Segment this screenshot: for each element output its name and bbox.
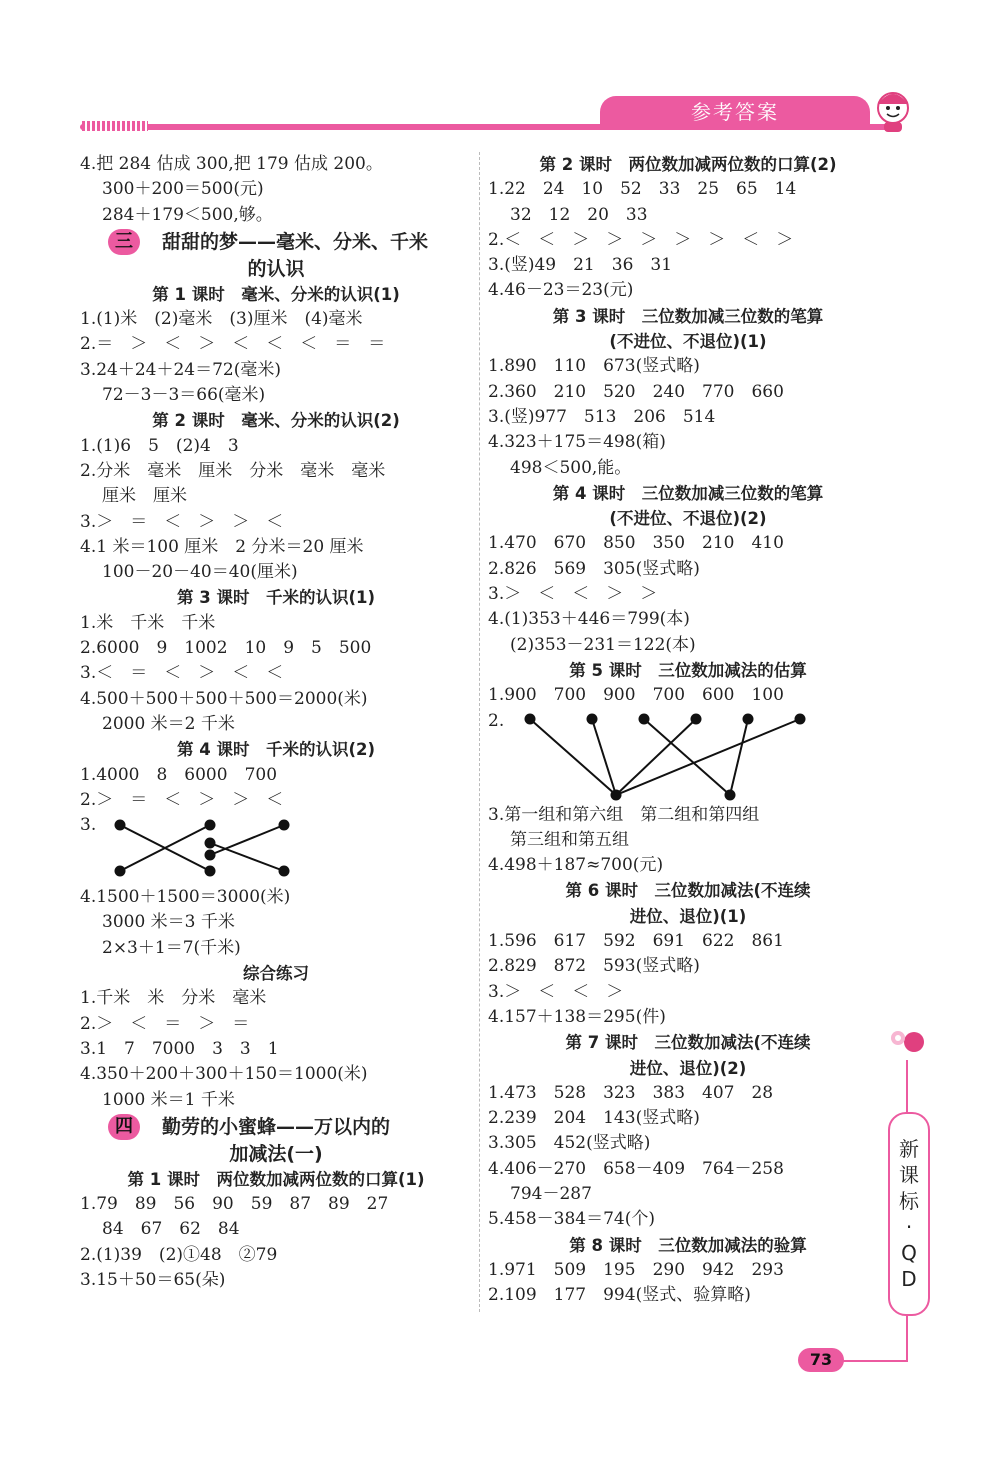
answer-line: 4.406－270 658－409 764－258	[488, 1158, 784, 1179]
match-dot	[279, 866, 290, 877]
lesson-heading: 进位、退位)(2)	[629, 1058, 747, 1078]
match-line	[210, 843, 284, 871]
match-dot	[205, 838, 216, 849]
match-dot	[691, 713, 702, 724]
unit-heading	[80, 1113, 472, 1141]
answer-line: 284＋179＜500,够。	[102, 204, 273, 225]
unit-heading-cont: 加减法(一)	[229, 1142, 323, 1165]
header-title: 参考答案	[600, 96, 870, 128]
answer-label: 2.	[488, 710, 505, 731]
answer-line: 2.＜ ＜ ＞ ＞ ＞ ＞ ＞ ＜ ＞	[488, 229, 794, 250]
answer-line: 4.46－23＝23(元)	[488, 280, 634, 301]
answer-line: 1.千米 米 分米 毫米	[80, 988, 267, 1009]
flower-icon	[884, 1024, 928, 1058]
answer-line: 第三组和第五组	[510, 829, 629, 850]
left-column	[80, 152, 472, 1293]
answer-line: 2.826 569 305(竖式略)	[488, 558, 700, 579]
unit-badge: 四	[108, 1114, 140, 1140]
match-dot	[525, 713, 536, 724]
lesson-heading: 第 3 课时 三位数加减三位数的笔算	[552, 306, 824, 326]
answer-line: 厘米 厘米	[102, 486, 187, 507]
answer-line: 4.把 284 估成 300,把 179 估成 200。	[80, 154, 383, 174]
match-dot	[795, 713, 806, 724]
answer-line: 2×3＋1＝7(千米)	[102, 937, 241, 958]
answer-line: 4.157＋138＝295(件)	[488, 1006, 666, 1027]
lesson-heading: 第 5 课时 三位数加减法的估算	[569, 660, 807, 680]
answer-line: 300＋200＝500(元)	[102, 179, 264, 200]
answer-line: 3.＞ ＜ ＜ ＞	[488, 981, 624, 1002]
lesson-heading: 第 1 课时 两位数加减两位数的口算(1)	[127, 1169, 425, 1189]
answer-line: 2.360 210 520 240 770 660	[488, 381, 784, 402]
answer-line: 4.500＋500＋500＋500＝2000(米)	[80, 688, 368, 709]
answer-line: 4.350＋200＋300＋150＝1000(米)	[80, 1064, 368, 1085]
answer-label: 3.	[80, 815, 97, 836]
header-ticks	[82, 121, 148, 131]
answer-line: 2000 米＝2 千米	[102, 713, 235, 734]
lesson-heading: 第 2 课时 两位数加减两位数的口算(2)	[539, 155, 837, 174]
answer-line: 5.458－384＝74(个)	[488, 1209, 656, 1230]
answer-line: 3.305 452(竖式略)	[488, 1133, 651, 1154]
matching-answer	[80, 813, 472, 885]
lesson-heading: 第 2 课时 毫米、分米的认识(2)	[152, 411, 400, 431]
unit-heading	[80, 228, 472, 256]
edition-char: 课	[899, 1163, 919, 1187]
answer-line: 4.1500＋1500＝3000(米)	[80, 887, 291, 908]
answer-line: 1.900 700 900 700 600 100	[488, 685, 784, 706]
right-column	[488, 152, 888, 1308]
match-dot	[115, 866, 126, 877]
match-dot	[205, 820, 216, 831]
answer-line: 2.109 177 994(竖式、验算略)	[488, 1285, 751, 1306]
lesson-heading: 第 3 课时 千米的认识(1)	[176, 588, 376, 608]
match-dot	[205, 866, 216, 877]
footer-rule	[842, 1360, 908, 1362]
match-dot	[639, 713, 650, 724]
lesson-heading: 第 7 课时 三位数加减法(不连续	[565, 1033, 811, 1053]
match-dot	[205, 850, 216, 861]
answer-line: 3.24＋24＋24＝72(毫米)	[80, 359, 282, 380]
answer-line: 2.239 204 143(竖式略)	[488, 1108, 700, 1129]
answer-line: 72－3－3＝66(毫米)	[102, 385, 266, 406]
mascot-icon	[868, 86, 918, 136]
answer-line: 4.1 米＝100 厘米 2 分米＝20 厘米	[80, 536, 364, 557]
answer-line: 1.890 110 673(竖式略)	[488, 356, 700, 377]
match-dot	[115, 820, 126, 831]
lesson-heading: 第 6 课时 三位数加减法(不连续	[565, 881, 811, 901]
lesson-heading: 进位、退位)(1)	[629, 906, 747, 926]
match-dot	[587, 713, 598, 724]
answer-line: 4.498＋187≈700(元)	[488, 855, 664, 876]
answer-line: 2.＞ ＝ ＜ ＞ ＞ ＜	[80, 789, 284, 810]
answer-line: 794－287	[510, 1183, 592, 1204]
answer-line: 1.4000 8 6000 700	[80, 764, 278, 785]
answer-line: 1.22 24 10 52 33 25 65 14	[488, 179, 797, 200]
answer-line: 2.分米 毫米 厘米 分米 毫米 毫米	[80, 460, 386, 481]
answer-line: 1.(1)米 (2)毫米 (3)厘米 (4)毫米	[80, 309, 363, 330]
edition-label	[888, 1112, 930, 1316]
answer-line: 3000 米＝3 千米	[102, 912, 235, 933]
side-rule-bottom	[906, 1314, 908, 1362]
edition-char: Q	[901, 1241, 917, 1265]
answer-line: 1.473 528 323 383 407 28	[488, 1082, 774, 1103]
edition-char: ·	[905, 1215, 913, 1239]
answer-line: 1.596 617 592 691 622 861	[488, 931, 784, 952]
answer-line: 1.79 89 56 90 59 87 89 27	[80, 1194, 389, 1215]
match-dot	[611, 789, 622, 800]
edition-char: 新	[899, 1137, 919, 1161]
matching-diagram-left	[96, 813, 356, 883]
lesson-heading: 第 1 课时 毫米、分米的认识(1)	[152, 284, 400, 304]
match-line	[210, 825, 284, 855]
match-dot	[279, 820, 290, 831]
lesson-heading: 第 4 课时 千米的认识(2)	[176, 740, 376, 760]
answer-line: 3.1 7 7000 3 3 1	[80, 1038, 279, 1059]
edition-char: 标	[899, 1189, 919, 1213]
match-dot	[743, 713, 754, 724]
answer-line: 3.＞ ＝ ＜ ＞ ＞ ＜	[80, 511, 284, 532]
matching-answer	[488, 709, 888, 803]
answer-line: 4.(1)353＋446＝799(本)	[488, 609, 690, 630]
page-number: 73	[798, 1348, 844, 1372]
answer-line: 3.(竖)977 513 206 514	[488, 406, 716, 427]
answer-line: 3.(竖)49 21 36 31	[488, 255, 673, 276]
answer-line: 1.米 千米 千米	[80, 612, 216, 633]
answer-line: 1.470 670 850 350 210 410	[488, 533, 784, 554]
answer-line: 1.971 509 195 290 942 293	[488, 1259, 784, 1280]
answer-line: 100－20－40＝40(厘米)	[102, 562, 298, 583]
answer-line: 498＜500,能。	[510, 457, 632, 478]
answer-line: 32 12 20 33	[510, 204, 648, 225]
edition-char: D	[901, 1267, 917, 1291]
answer-line: 84 67 62 84	[102, 1219, 240, 1240]
unit-title: 甜甜的梦——毫米、分米、千米	[162, 230, 429, 253]
column-divider	[479, 152, 480, 1312]
answer-line: 2.＞ ＜ ＝ ＞ ＝	[80, 1013, 250, 1034]
match-dot	[725, 789, 736, 800]
lesson-heading: 综合练习	[243, 964, 309, 984]
lesson-heading: 第 4 课时 三位数加减三位数的笔算	[552, 483, 824, 503]
answer-line: 3.＞ ＜ ＜ ＞ ＞	[488, 584, 658, 605]
unit-heading-cont: 的认识	[247, 257, 305, 280]
match-line	[730, 719, 748, 795]
lesson-heading: (不进位、不退位)(1)	[609, 332, 767, 352]
answer-line: 3.第一组和第六组 第二组和第四组	[488, 804, 760, 825]
answer-line: 2.(1)39 (2)①48 ②79	[80, 1244, 278, 1265]
answer-line: 2.829 872 593(竖式略)	[488, 956, 700, 977]
answer-line: 1000 米＝1 千米	[102, 1089, 235, 1110]
lesson-heading: (不进位、不退位)(2)	[609, 509, 767, 529]
answer-line: (2)353－231＝122(本)	[510, 634, 696, 655]
unit-title: 勤劳的小蜜蜂——万以内的	[162, 1115, 391, 1138]
match-line	[616, 719, 800, 795]
answer-line: 4.323＋175＝498(箱)	[488, 432, 666, 453]
unit-badge: 三	[108, 229, 140, 255]
answer-line: 3.＜ ＝ ＜ ＞ ＜ ＜	[80, 663, 284, 684]
lesson-heading: 第 8 课时 三位数加减法的验算	[569, 1235, 807, 1255]
answer-line: 1.(1)6 5 (2)4 3	[80, 435, 239, 456]
answer-line: 2.＝ ＞ ＜ ＞ ＜ ＜ ＜ ＝ ＝	[80, 334, 386, 355]
answer-line: 3.15＋50＝65(朵)	[80, 1269, 226, 1290]
side-rule-top	[906, 1060, 908, 1112]
answer-line: 2.6000 9 1002 10 9 5 500	[80, 638, 372, 659]
matching-diagram-right	[504, 709, 824, 801]
